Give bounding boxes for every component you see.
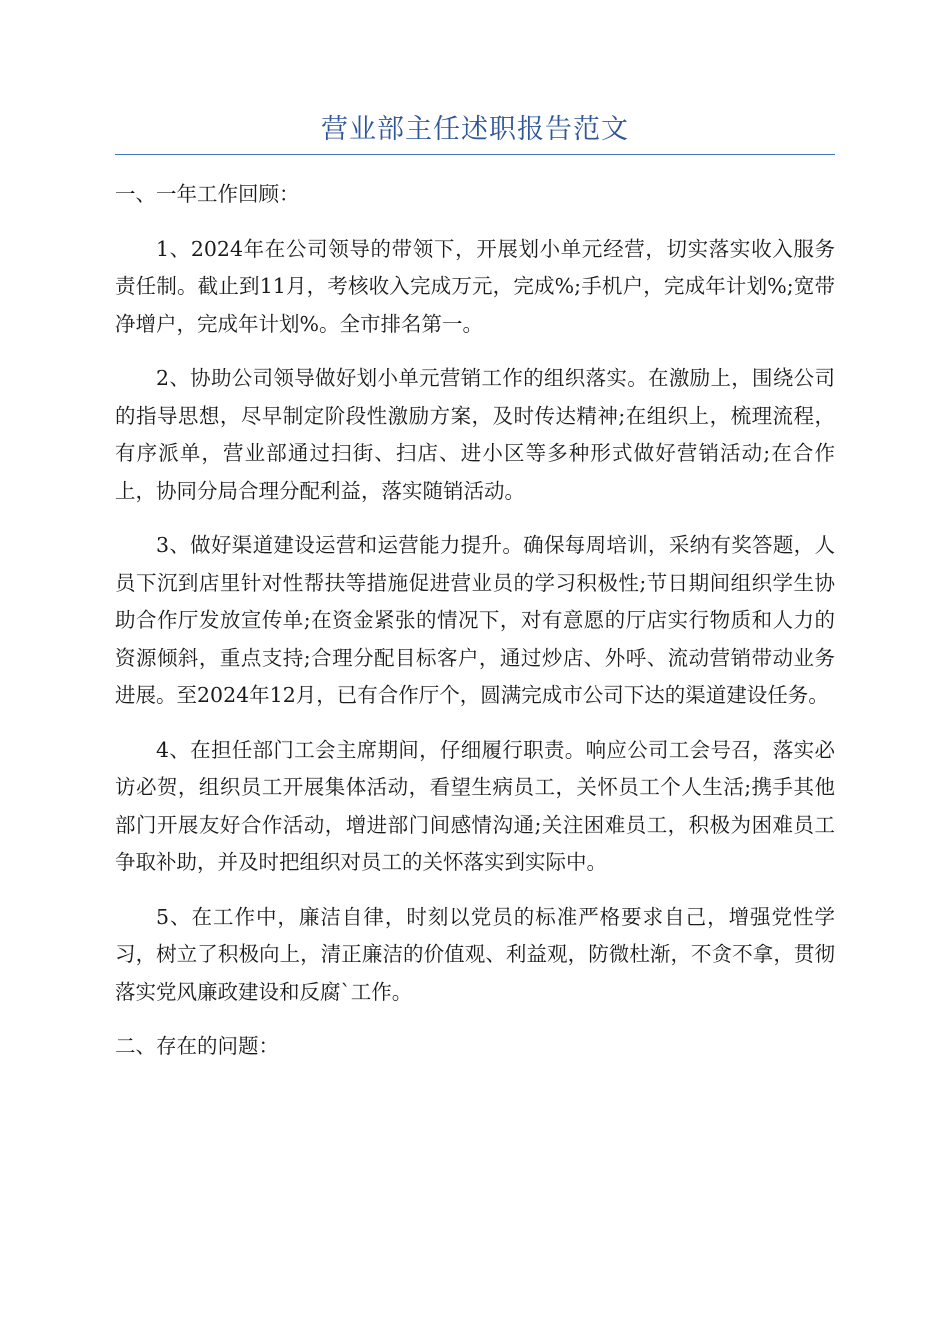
paragraph-2: 2、协助公司领导做好划小单元营销工作的组织落实。在激励上，围绕公司的指导思想，尽早制定阶段性激励方案，及时传达精神;在组织上，梳理流程，有序派单，营业部通过扫街、扫店、进小区等多种形式做好营销活动;在合作上，协同分局合理分配利益，落实随销活动。 [115,366,835,503]
paragraph-1: 1、2024年在公司领导的带领下，开展划小单元经营，切实落实收入服务责任制。截止到11月，考核收入完成万元，完成%;手机户，完成年计划%;宽带净增户，完成年计划%。全市排名第一。 [115,236,835,336]
paragraph-4: 4、在担任部门工会主席期间，仔细履行职责。响应公司工会号召，落实必访必贺，组织员工开展集体活动，看望生病员工，关怀员工个人生活;携手其他部门开展友好合作活动，增进部门间感情沟通;关注困难员工，积极为困难员工争取补助，并及时把组织对员工的关怀落实到实际中。 [115,737,835,874]
paragraph-5: 5、在工作中，廉洁自律，时刻以党员的标准严格要求自己，增强党性学习，树立了积极向上，清正廉洁的价值观、利益观，防微杜渐，不贪不拿，贯彻落实党风廉政建设和反腐`工作。 [115,904,835,1004]
paragraph-3: 3、做好渠道建设运营和运营能力提升。确保每周培训，采纳有奖答题，人员下沉到店里针对性帮扶等措施促进营业员的学习积极性;节日期间组织学生协助合作厅发放宣传单;在资金紧张的情况下，对有意愿的厅店实行物质和人力的资源倾斜，重点支持;合理分配目标客户，通过炒店、外呼、流动营销带动业务进展。至2024年12月，已有合作厅个，圆满完成市公司下达的渠道建设任务。 [115,533,835,707]
document-body [115,176,835,1083]
section-heading-review: 一、一年工作回顾： [115,182,300,206]
title-block [115,112,835,155]
page-title: 营业部主任述职报告范文 [321,114,629,145]
section-heading-problems: 二、存在的问题： [115,1034,279,1058]
